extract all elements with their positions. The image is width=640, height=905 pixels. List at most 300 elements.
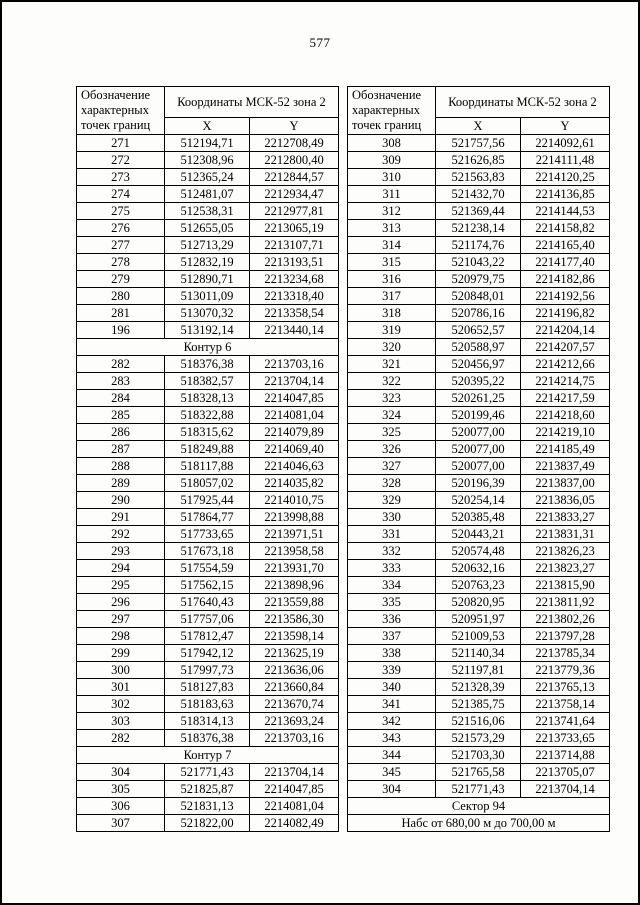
x-coordinate-cell: 521822,00 <box>165 815 250 832</box>
x-coordinate-cell: 512481,07 <box>165 186 250 203</box>
point-number-cell: 273 <box>77 169 165 186</box>
y-coordinate-cell: 2214047,85 <box>250 390 339 407</box>
table-row <box>348 458 610 475</box>
y-coordinate-cell: 2214192,56 <box>521 288 610 305</box>
table-row <box>77 441 339 458</box>
point-number-cell: 318 <box>348 305 436 322</box>
x-coordinate-cell: 518382,57 <box>165 373 250 390</box>
x-coordinate-cell: 521771,43 <box>436 781 521 798</box>
y-coordinate-cell: 2214092,61 <box>521 135 610 152</box>
x-coordinate-cell: 517554,59 <box>165 560 250 577</box>
y-coordinate-cell: 2213733,65 <box>521 730 610 747</box>
point-number-cell: 307 <box>77 815 165 832</box>
y-coordinate-cell: 2213958,58 <box>250 543 339 560</box>
x-coordinate-cell: 513070,32 <box>165 305 250 322</box>
point-number-cell: 309 <box>348 152 436 169</box>
table-row <box>348 696 610 713</box>
table-row <box>348 322 610 339</box>
point-number-cell: 297 <box>77 611 165 628</box>
y-coordinate-cell: 2213898,96 <box>250 577 339 594</box>
point-number-cell: 322 <box>348 373 436 390</box>
y-coordinate-cell: 2214046,63 <box>250 458 339 475</box>
x-coordinate-cell: 520786,16 <box>436 305 521 322</box>
y-coordinate-cell: 2213559,88 <box>250 594 339 611</box>
point-number-cell: 289 <box>77 475 165 492</box>
y-coordinate-cell: 2214177,40 <box>521 254 610 271</box>
y-coordinate-cell: 2214082,49 <box>250 815 339 832</box>
column-header-x: X <box>436 118 521 135</box>
table-row <box>348 441 610 458</box>
point-number-cell: 312 <box>348 203 436 220</box>
point-number-cell: 329 <box>348 492 436 509</box>
table-row <box>348 203 610 220</box>
point-number-cell: 338 <box>348 645 436 662</box>
table-row <box>348 356 610 373</box>
y-coordinate-cell: 2214214,75 <box>521 373 610 390</box>
y-coordinate-cell: 2213797,28 <box>521 628 610 645</box>
column-header-y: Y <box>250 118 339 135</box>
table-header <box>348 87 610 135</box>
point-number-cell: 305 <box>77 781 165 798</box>
x-coordinate-cell: 518183,63 <box>165 696 250 713</box>
point-number-cell: 328 <box>348 475 436 492</box>
y-coordinate-cell: 2213358,54 <box>250 305 339 322</box>
x-coordinate-cell: 512890,71 <box>165 271 250 288</box>
y-coordinate-cell: 2213705,07 <box>521 764 610 781</box>
table-row <box>77 577 339 594</box>
table-row <box>348 220 610 237</box>
x-coordinate-cell: 520763,23 <box>436 577 521 594</box>
table-row <box>348 679 610 696</box>
x-coordinate-cell: 518322,88 <box>165 407 250 424</box>
coordinates-table-right <box>347 86 610 832</box>
point-number-cell: 313 <box>348 220 436 237</box>
table-row <box>348 594 610 611</box>
point-number-cell: 285 <box>77 407 165 424</box>
x-coordinate-cell: 517997,73 <box>165 662 250 679</box>
point-number-cell: 304 <box>348 781 436 798</box>
x-coordinate-cell: 512655,05 <box>165 220 250 237</box>
point-number-cell: 335 <box>348 594 436 611</box>
table-body <box>77 135 339 832</box>
point-number-cell: 283 <box>77 373 165 390</box>
table-row <box>348 152 610 169</box>
y-coordinate-cell: 2213704,14 <box>250 373 339 390</box>
y-coordinate-cell: 2213779,36 <box>521 662 610 679</box>
y-coordinate-cell: 2213598,14 <box>250 628 339 645</box>
table-row <box>77 815 339 832</box>
column-header-coordinates: Координаты МСК-52 зона 2 <box>165 87 339 118</box>
y-coordinate-cell: 2213971,51 <box>250 526 339 543</box>
point-number-cell: 290 <box>77 492 165 509</box>
column-header-coordinates: Координаты МСК-52 зона 2 <box>436 87 610 118</box>
table-row <box>77 543 339 560</box>
point-number-cell: 301 <box>77 679 165 696</box>
x-coordinate-cell: 521825,87 <box>165 781 250 798</box>
point-number-cell: 315 <box>348 254 436 271</box>
table-row <box>77 594 339 611</box>
column-header-point-designation: Обозначение характерных точек границ <box>348 87 436 135</box>
y-coordinate-cell: 2213815,90 <box>521 577 610 594</box>
x-coordinate-cell: 517812,47 <box>165 628 250 645</box>
table-row <box>348 747 610 764</box>
section-label-cell: Контур 6 <box>77 339 339 356</box>
y-coordinate-cell: 2213826,23 <box>521 543 610 560</box>
point-number-cell: 306 <box>77 798 165 815</box>
table-row <box>77 237 339 254</box>
y-coordinate-cell: 2214069,40 <box>250 441 339 458</box>
table-row <box>348 764 610 781</box>
x-coordinate-cell: 520951,97 <box>436 611 521 628</box>
y-coordinate-cell: 2214204,14 <box>521 322 610 339</box>
point-number-cell: 293 <box>77 543 165 560</box>
x-coordinate-cell: 521174,76 <box>436 237 521 254</box>
point-number-cell: 316 <box>348 271 436 288</box>
x-coordinate-cell: 521238,14 <box>436 220 521 237</box>
table-row <box>77 798 339 815</box>
y-coordinate-cell: 2213318,40 <box>250 288 339 305</box>
table-row <box>348 288 610 305</box>
x-coordinate-cell: 520395,22 <box>436 373 521 390</box>
point-number-cell: 196 <box>77 322 165 339</box>
y-coordinate-cell: 2213440,14 <box>250 322 339 339</box>
x-coordinate-cell: 521369,44 <box>436 203 521 220</box>
y-coordinate-cell: 2214158,82 <box>521 220 610 237</box>
point-number-cell: 310 <box>348 169 436 186</box>
x-coordinate-cell: 512713,29 <box>165 237 250 254</box>
table-row <box>77 747 339 764</box>
table-row <box>77 339 339 356</box>
x-coordinate-cell: 520254,14 <box>436 492 521 509</box>
x-coordinate-cell: 520588,97 <box>436 339 521 356</box>
x-coordinate-cell: 512365,24 <box>165 169 250 186</box>
table-row <box>77 373 339 390</box>
y-coordinate-cell: 2214196,82 <box>521 305 610 322</box>
y-coordinate-cell: 2213836,05 <box>521 492 610 509</box>
x-coordinate-cell: 512538,31 <box>165 203 250 220</box>
y-coordinate-cell: 2213107,71 <box>250 237 339 254</box>
table-row <box>77 781 339 798</box>
x-coordinate-cell: 521626,85 <box>436 152 521 169</box>
x-coordinate-cell: 518328,13 <box>165 390 250 407</box>
x-coordinate-cell: 513192,14 <box>165 322 250 339</box>
table-row <box>77 186 339 203</box>
table-row <box>348 135 610 152</box>
table-row <box>77 254 339 271</box>
y-coordinate-cell: 2214165,40 <box>521 237 610 254</box>
point-number-cell: 303 <box>77 713 165 730</box>
point-number-cell: 282 <box>77 730 165 747</box>
table-row <box>348 713 610 730</box>
table-row <box>77 458 339 475</box>
y-coordinate-cell: 2214035,82 <box>250 475 339 492</box>
y-coordinate-cell: 2213765,13 <box>521 679 610 696</box>
y-coordinate-cell: 2213703,16 <box>250 730 339 747</box>
y-coordinate-cell: 2213660,84 <box>250 679 339 696</box>
section-label-cell: Контур 7 <box>77 747 339 764</box>
y-coordinate-cell: 2214047,85 <box>250 781 339 798</box>
table-row <box>77 492 339 509</box>
table-body <box>348 135 610 832</box>
x-coordinate-cell: 520820,95 <box>436 594 521 611</box>
x-coordinate-cell: 520077,00 <box>436 441 521 458</box>
table-row <box>348 305 610 322</box>
point-number-cell: 337 <box>348 628 436 645</box>
point-number-cell: 302 <box>77 696 165 713</box>
x-coordinate-cell: 520261,25 <box>436 390 521 407</box>
x-coordinate-cell: 520632,16 <box>436 560 521 577</box>
point-number-cell: 334 <box>348 577 436 594</box>
y-coordinate-cell: 2214081,04 <box>250 407 339 424</box>
x-coordinate-cell: 521009,53 <box>436 628 521 645</box>
table-row <box>77 203 339 220</box>
y-coordinate-cell: 2214219,10 <box>521 424 610 441</box>
table-row <box>348 271 610 288</box>
x-coordinate-cell: 512832,19 <box>165 254 250 271</box>
table-row <box>77 611 339 628</box>
x-coordinate-cell: 518376,38 <box>165 356 250 373</box>
point-number-cell: 288 <box>77 458 165 475</box>
point-number-cell: 295 <box>77 577 165 594</box>
x-coordinate-cell: 521385,75 <box>436 696 521 713</box>
point-number-cell: 343 <box>348 730 436 747</box>
y-coordinate-cell: 2213811,92 <box>521 594 610 611</box>
y-coordinate-cell: 2213714,88 <box>521 747 610 764</box>
point-number-cell: 284 <box>77 390 165 407</box>
point-number-cell: 274 <box>77 186 165 203</box>
table-row <box>77 424 339 441</box>
table-row <box>348 237 610 254</box>
point-number-cell: 278 <box>77 254 165 271</box>
table-row <box>348 560 610 577</box>
y-coordinate-cell: 2213704,14 <box>250 764 339 781</box>
y-coordinate-cell: 2213193,51 <box>250 254 339 271</box>
y-coordinate-cell: 2213065,19 <box>250 220 339 237</box>
table-row <box>77 271 339 288</box>
table-row <box>77 679 339 696</box>
y-coordinate-cell: 2214207,57 <box>521 339 610 356</box>
x-coordinate-cell: 521703,30 <box>436 747 521 764</box>
point-number-cell: 340 <box>348 679 436 696</box>
table-row <box>77 509 339 526</box>
table-row <box>77 475 339 492</box>
point-number-cell: 321 <box>348 356 436 373</box>
y-coordinate-cell: 2214182,86 <box>521 271 610 288</box>
y-coordinate-cell: 2213693,24 <box>250 713 339 730</box>
y-coordinate-cell: 2213833,27 <box>521 509 610 526</box>
y-coordinate-cell: 2213931,70 <box>250 560 339 577</box>
point-number-cell: 331 <box>348 526 436 543</box>
point-number-cell: 326 <box>348 441 436 458</box>
y-coordinate-cell: 2212934,47 <box>250 186 339 203</box>
y-coordinate-cell: 2213625,19 <box>250 645 339 662</box>
y-coordinate-cell: 2214010,75 <box>250 492 339 509</box>
x-coordinate-cell: 521771,43 <box>165 764 250 781</box>
y-coordinate-cell: 2213703,16 <box>250 356 339 373</box>
x-coordinate-cell: 520848,01 <box>436 288 521 305</box>
point-number-cell: 294 <box>77 560 165 577</box>
table-row <box>348 492 610 509</box>
table-row <box>348 577 610 594</box>
table-row <box>348 798 610 815</box>
x-coordinate-cell: 520443,21 <box>436 526 521 543</box>
point-number-cell: 336 <box>348 611 436 628</box>
table-row <box>348 373 610 390</box>
point-number-cell: 271 <box>77 135 165 152</box>
x-coordinate-cell: 520077,00 <box>436 458 521 475</box>
x-coordinate-cell: 521573,29 <box>436 730 521 747</box>
x-coordinate-cell: 521765,58 <box>436 764 521 781</box>
y-coordinate-cell: 2213831,31 <box>521 526 610 543</box>
x-coordinate-cell: 521432,70 <box>436 186 521 203</box>
y-coordinate-cell: 2213802,26 <box>521 611 610 628</box>
point-number-cell: 319 <box>348 322 436 339</box>
point-number-cell: 325 <box>348 424 436 441</box>
x-coordinate-cell: 521140,34 <box>436 645 521 662</box>
table-row <box>77 135 339 152</box>
table-row <box>77 152 339 169</box>
y-coordinate-cell: 2213837,49 <box>521 458 610 475</box>
y-coordinate-cell: 2214120,25 <box>521 169 610 186</box>
point-number-cell: 291 <box>77 509 165 526</box>
table-row <box>77 322 339 339</box>
x-coordinate-cell: 518315,62 <box>165 424 250 441</box>
y-coordinate-cell: 2213234,68 <box>250 271 339 288</box>
point-number-cell: 333 <box>348 560 436 577</box>
table-row <box>77 628 339 645</box>
y-coordinate-cell: 2212844,57 <box>250 169 339 186</box>
y-coordinate-cell: 2213785,34 <box>521 645 610 662</box>
coordinates-table-left <box>76 86 339 832</box>
tables-container <box>76 86 610 832</box>
y-coordinate-cell: 2213670,74 <box>250 696 339 713</box>
x-coordinate-cell: 512308,96 <box>165 152 250 169</box>
x-coordinate-cell: 517864,77 <box>165 509 250 526</box>
point-number-cell: 277 <box>77 237 165 254</box>
x-coordinate-cell: 520199,46 <box>436 407 521 424</box>
table-row <box>348 526 610 543</box>
table-row <box>348 781 610 798</box>
point-number-cell: 281 <box>77 305 165 322</box>
table-row <box>77 560 339 577</box>
table-row <box>348 645 610 662</box>
y-coordinate-cell: 2214212,66 <box>521 356 610 373</box>
y-coordinate-cell: 2214081,04 <box>250 798 339 815</box>
table-row <box>348 475 610 492</box>
x-coordinate-cell: 521831,13 <box>165 798 250 815</box>
x-coordinate-cell: 517562,15 <box>165 577 250 594</box>
point-number-cell: 282 <box>77 356 165 373</box>
point-number-cell: 324 <box>348 407 436 424</box>
y-coordinate-cell: 2213636,06 <box>250 662 339 679</box>
y-coordinate-cell: 2212977,81 <box>250 203 339 220</box>
point-number-cell: 341 <box>348 696 436 713</box>
x-coordinate-cell: 520456,97 <box>436 356 521 373</box>
point-number-cell: 339 <box>348 662 436 679</box>
y-coordinate-cell: 2213758,14 <box>521 696 610 713</box>
point-number-cell: 317 <box>348 288 436 305</box>
y-coordinate-cell: 2213823,27 <box>521 560 610 577</box>
x-coordinate-cell: 512194,71 <box>165 135 250 152</box>
point-number-cell: 314 <box>348 237 436 254</box>
point-number-cell: 286 <box>77 424 165 441</box>
point-number-cell: 304 <box>77 764 165 781</box>
table-row <box>77 220 339 237</box>
table-row <box>348 390 610 407</box>
x-coordinate-cell: 520196,39 <box>436 475 521 492</box>
x-coordinate-cell: 521328,39 <box>436 679 521 696</box>
table-row <box>348 730 610 747</box>
table-row <box>348 254 610 271</box>
point-number-cell: 296 <box>77 594 165 611</box>
y-coordinate-cell: 2213837,00 <box>521 475 610 492</box>
table-row <box>348 628 610 645</box>
table-row <box>77 696 339 713</box>
table-row <box>77 305 339 322</box>
point-number-cell: 330 <box>348 509 436 526</box>
y-coordinate-cell: 2214218,60 <box>521 407 610 424</box>
table-row <box>348 186 610 203</box>
table-row <box>348 424 610 441</box>
point-number-cell: 298 <box>77 628 165 645</box>
table-row <box>348 815 610 832</box>
table-row <box>77 662 339 679</box>
y-coordinate-cell: 2214136,85 <box>521 186 610 203</box>
y-coordinate-cell: 2214217,59 <box>521 390 610 407</box>
table-row <box>348 611 610 628</box>
y-coordinate-cell: 2212800,40 <box>250 152 339 169</box>
point-number-cell: 320 <box>348 339 436 356</box>
x-coordinate-cell: 520979,75 <box>436 271 521 288</box>
table-row <box>348 407 610 424</box>
x-coordinate-cell: 521563,83 <box>436 169 521 186</box>
x-coordinate-cell: 518376,38 <box>165 730 250 747</box>
point-number-cell: 342 <box>348 713 436 730</box>
y-coordinate-cell: 2213586,30 <box>250 611 339 628</box>
table-row <box>77 730 339 747</box>
y-coordinate-cell: 2214185,49 <box>521 441 610 458</box>
x-coordinate-cell: 517640,43 <box>165 594 250 611</box>
point-number-cell: 344 <box>348 747 436 764</box>
table-row <box>77 407 339 424</box>
section-label-cell: Набс от 680,00 м до 700,00 м <box>348 815 610 832</box>
x-coordinate-cell: 521516,06 <box>436 713 521 730</box>
x-coordinate-cell: 518249,88 <box>165 441 250 458</box>
point-number-cell: 311 <box>348 186 436 203</box>
x-coordinate-cell: 520077,00 <box>436 424 521 441</box>
page-number: 577 <box>309 35 331 50</box>
table-row <box>77 288 339 305</box>
table-row <box>77 356 339 373</box>
x-coordinate-cell: 517942,12 <box>165 645 250 662</box>
x-coordinate-cell: 518314,13 <box>165 713 250 730</box>
column-header-y: Y <box>521 118 610 135</box>
y-coordinate-cell: 2214079,89 <box>250 424 339 441</box>
x-coordinate-cell: 517733,65 <box>165 526 250 543</box>
table-header <box>77 87 339 135</box>
table-row <box>77 390 339 407</box>
point-number-cell: 300 <box>77 662 165 679</box>
y-coordinate-cell: 2214111,48 <box>521 152 610 169</box>
table-row <box>77 169 339 186</box>
table-row <box>348 169 610 186</box>
x-coordinate-cell: 517925,44 <box>165 492 250 509</box>
x-coordinate-cell: 517757,06 <box>165 611 250 628</box>
point-number-cell: 299 <box>77 645 165 662</box>
table-row <box>348 339 610 356</box>
point-number-cell: 292 <box>77 526 165 543</box>
y-coordinate-cell: 2214144,53 <box>521 203 610 220</box>
